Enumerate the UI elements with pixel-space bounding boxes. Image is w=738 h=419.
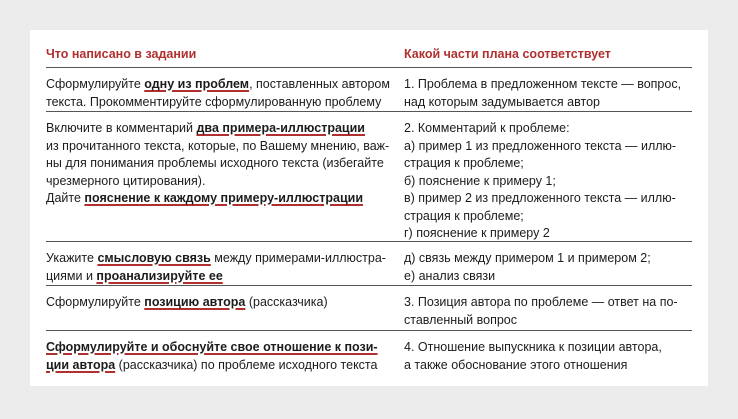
text-fragment: циями и [46, 268, 97, 283]
text-fragment: ны для понимания проблемы исходного текста (избегайте [46, 156, 384, 170]
text-fragment: , поставленных автором [249, 77, 390, 91]
plan-cell [404, 250, 692, 285]
plan-text-line [404, 94, 692, 112]
plan-cell [404, 120, 692, 243]
text-fragment: Укажите [46, 251, 98, 265]
text-fragment: Включите в комментарий [46, 121, 197, 135]
text-fragment: 4. Отношение выпускника к позиции автора, [404, 340, 662, 354]
text-fragment: в) пример 2 из предложенного текста — иллю- [404, 191, 676, 205]
task-text-line [46, 250, 386, 268]
plan-text-line [404, 250, 692, 268]
task-cell [46, 294, 386, 312]
plan-text-line [404, 312, 692, 330]
emphasized-phrase: позицию автора [144, 295, 246, 309]
text-fragment: 2. Комментарий к проблеме: [404, 121, 570, 135]
text-fragment: Сформулируйте [46, 295, 145, 309]
task-text-line [46, 76, 390, 94]
task-cell [46, 120, 390, 208]
emphasized-phrase: смысловую связь [97, 251, 211, 265]
text-fragment: 3. Позиция автора по проблеме — ответ на по- [404, 295, 678, 309]
plan-cell [404, 76, 692, 111]
task-text-line [46, 190, 386, 208]
task-text-line [46, 294, 386, 312]
plan-text-line [404, 120, 692, 138]
text-fragment: (рассказчика) по проблеме исходного текста [115, 357, 378, 372]
task-cell [46, 250, 386, 285]
text-fragment: б) пояснение к примеру 1; [404, 173, 556, 188]
plan-text-line [404, 76, 692, 94]
text-fragment: страция к проблеме; [404, 208, 524, 223]
plan-text-line [404, 190, 692, 208]
text-fragment: чрезмерного цитирования). [46, 173, 206, 188]
header-task-column: Что написано в задании [46, 47, 197, 61]
requirements-table [30, 30, 708, 386]
task-text-line [46, 357, 386, 375]
plan-text-line [404, 208, 692, 226]
text-fragment: ставленный вопрос [404, 312, 518, 327]
plan-cell [404, 294, 692, 329]
text-fragment: а также обоснование этого отношения [404, 357, 628, 372]
text-fragment: текста. Прокомментируйте сформулированную проблему [46, 94, 382, 109]
text-fragment: д) связь между примером 1 и примером 2; [404, 251, 651, 265]
table-row [46, 285, 692, 331]
text-fragment: Дайте [46, 191, 85, 205]
header-plan-column: Какой части плана соответствует [404, 47, 611, 61]
table-row [46, 241, 692, 286]
task-text-line [46, 173, 386, 191]
text-fragment: г) пояснение к примеру 2 [404, 226, 550, 240]
text-fragment: 1. Проблема в предложенном тексте — вопрос, [404, 77, 682, 91]
task-text-line [46, 138, 390, 156]
emphasized-phrase: два примера-иллюстрации [196, 121, 365, 135]
task-text-line [46, 155, 386, 173]
text-fragment: страция к проблеме; [404, 156, 524, 170]
plan-text-line [404, 357, 692, 375]
text-fragment: а) пример 1 из предложенного текста — иллю- [404, 138, 677, 153]
plan-cell [404, 339, 692, 374]
text-fragment: из прочитанного текста, которые, по Вашему мнению, важ- [46, 138, 390, 153]
task-text-line [46, 120, 386, 138]
emphasized-phrase: Сформулируйте и обоснуйте свое отношение к пози- [46, 340, 378, 354]
text-fragment: над которым задумывается автор [404, 94, 600, 109]
task-text-line [46, 94, 386, 112]
text-fragment: (рассказчика) [245, 295, 328, 309]
plan-text-line [404, 225, 692, 243]
table-row [46, 111, 692, 242]
plan-text-line [404, 138, 692, 156]
plan-text-line [404, 173, 692, 191]
emphasized-phrase: проанализируйте ее [96, 268, 223, 283]
task-cell [46, 339, 386, 374]
plan-text-line [404, 268, 692, 286]
plan-text-line [404, 155, 692, 173]
emphasized-phrase: пояснение к каждому примеру-иллюстрации [84, 191, 364, 205]
task-cell [46, 76, 390, 111]
text-fragment: Сформулируйте [46, 77, 145, 91]
text-fragment: е) анализ связи [404, 268, 496, 283]
plan-text-line [404, 294, 692, 312]
table-row [46, 67, 692, 112]
emphasized-phrase: ции автора [46, 357, 116, 372]
task-text-line [46, 339, 386, 357]
emphasized-phrase: одну из проблем [144, 77, 250, 91]
table-row [46, 330, 692, 387]
plan-text-line [404, 339, 692, 357]
text-fragment: между примерами-иллюстра- [210, 251, 386, 265]
task-text-line [46, 268, 386, 286]
